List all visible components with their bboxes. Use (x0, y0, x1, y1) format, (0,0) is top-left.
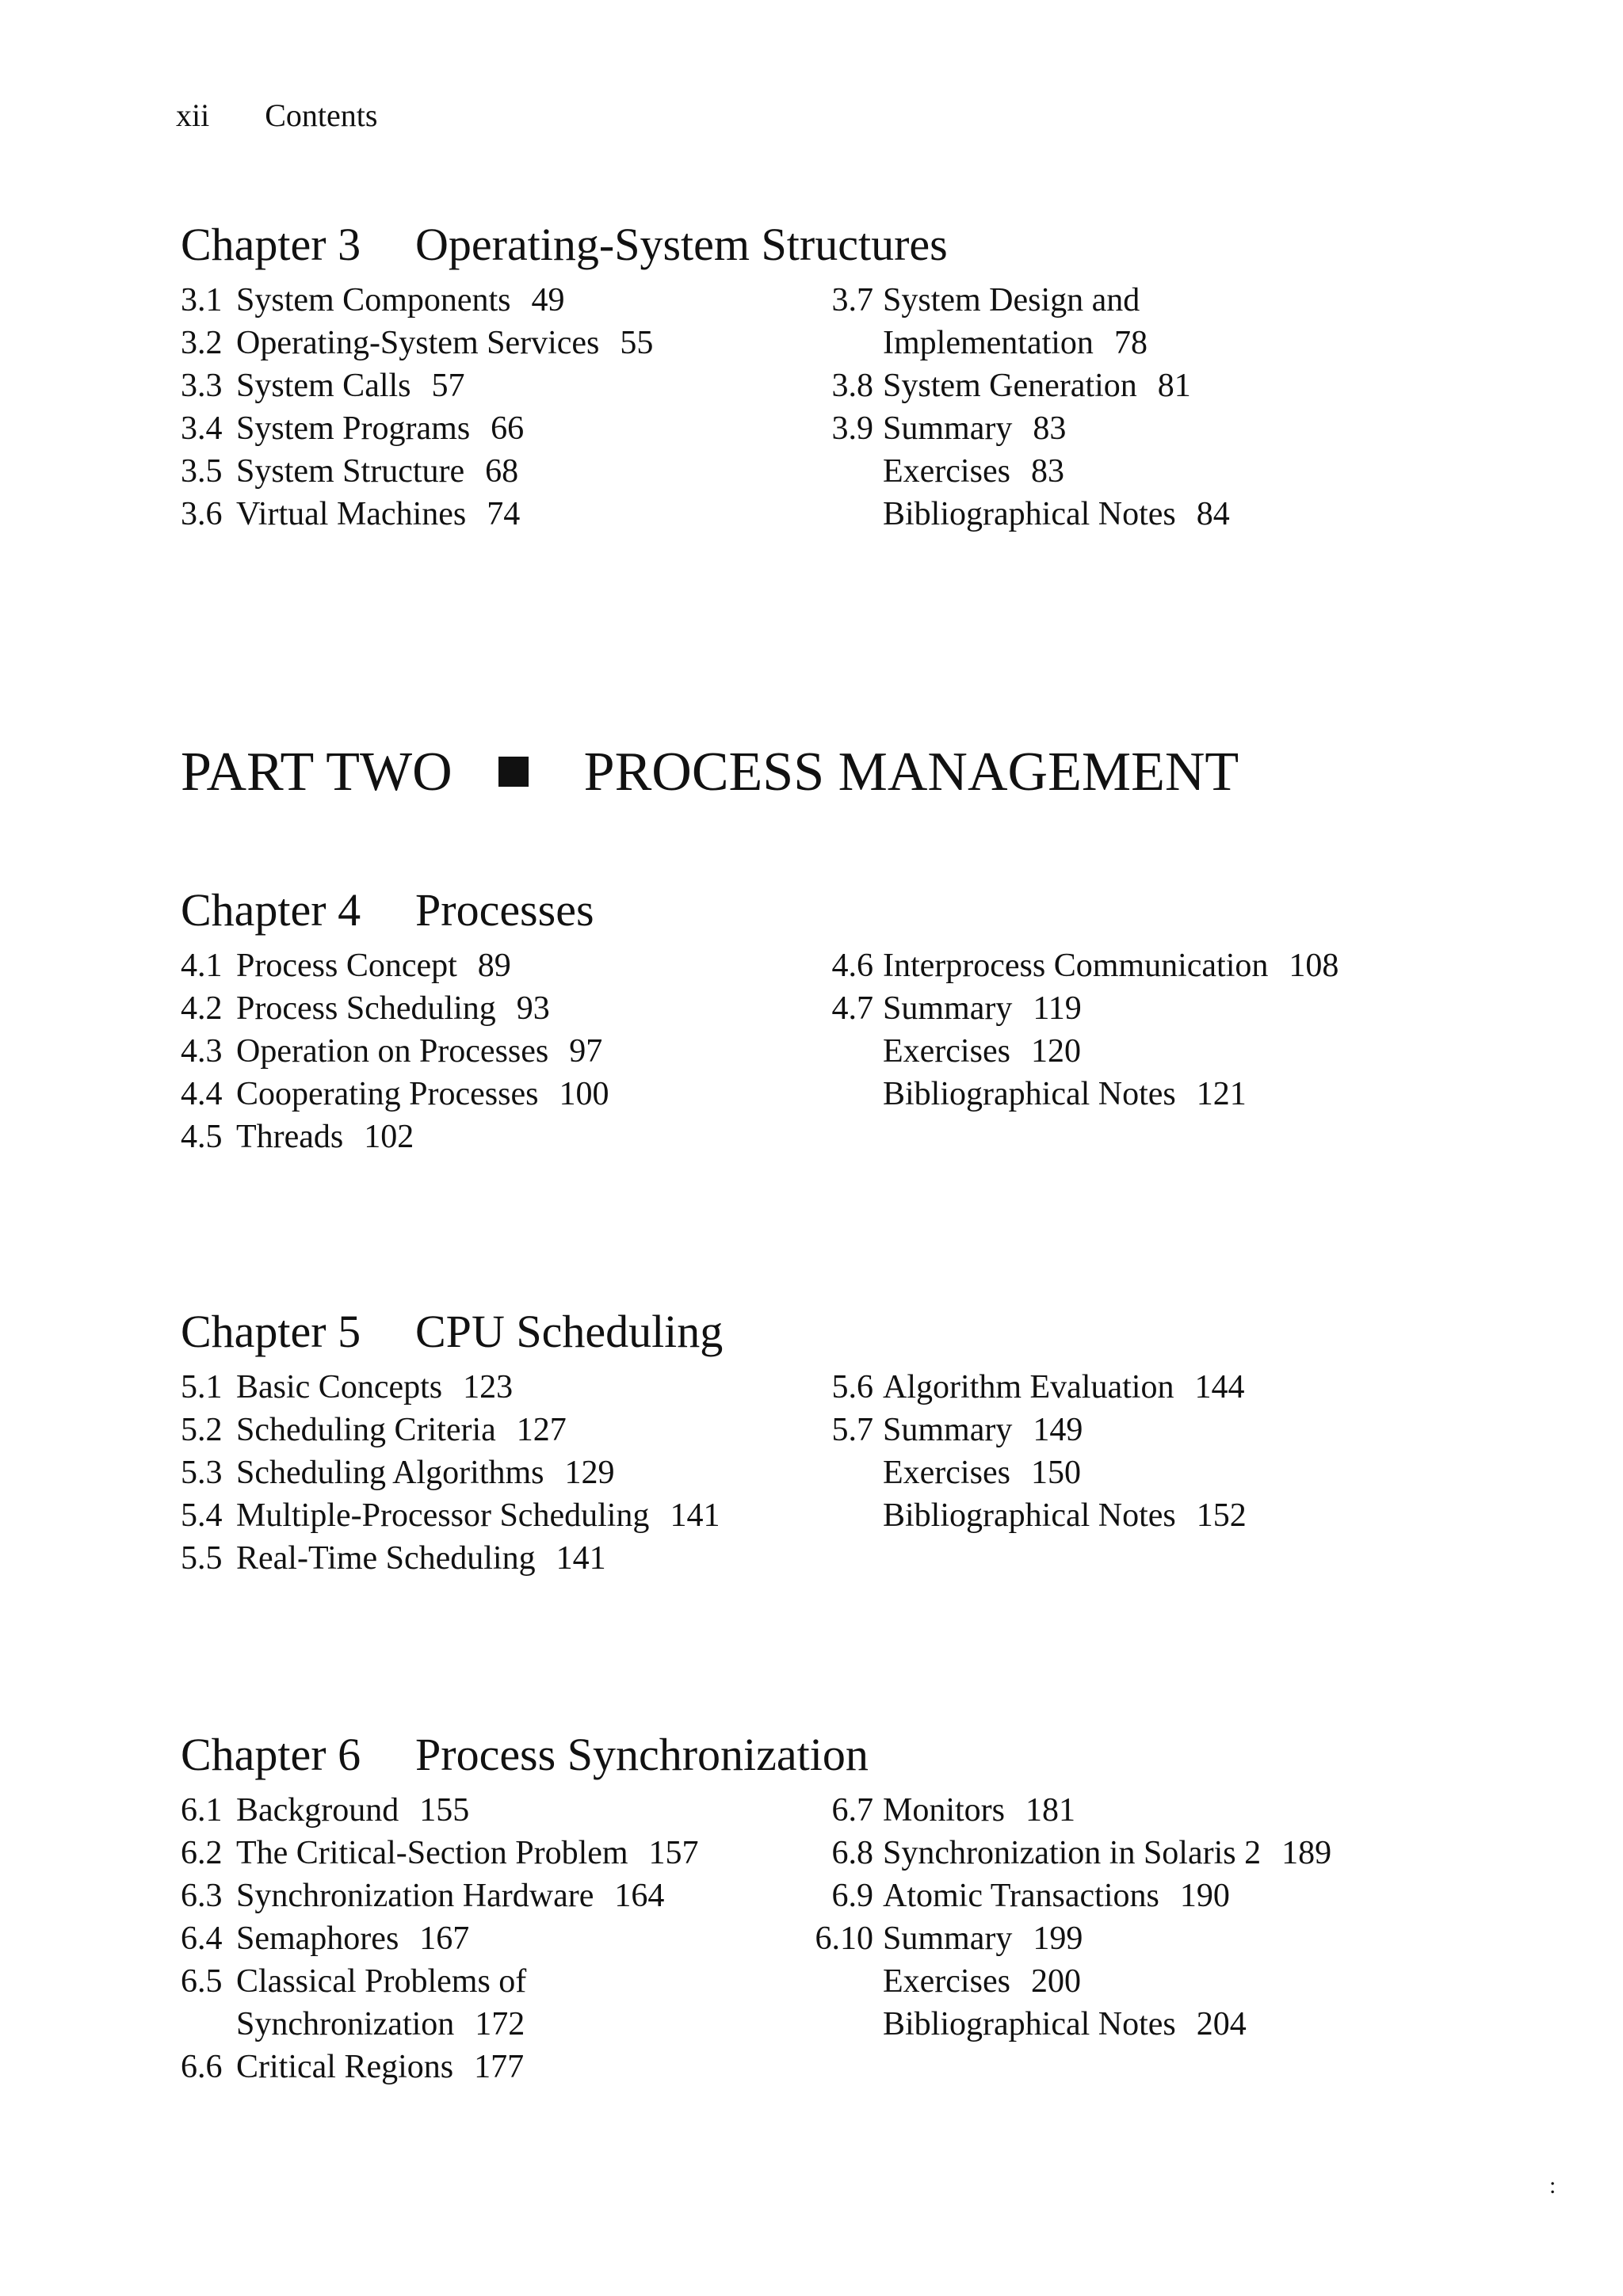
page-ref: 189 (1281, 1835, 1332, 1871)
toc-column-right (823, 279, 1230, 536)
section-title: Multiple-Processor Scheduling (236, 1497, 650, 1534)
section-number: 6.6 (181, 2049, 223, 2085)
section-number: 5.3 (181, 1455, 223, 1491)
toc-entry (815, 1917, 1331, 1960)
page-ref: 49 (531, 282, 565, 318)
chapter-5 (181, 1302, 1528, 1577)
page-ref: 127 (516, 1412, 567, 1448)
section-number: 3.4 (181, 410, 223, 447)
toc-entry (181, 493, 653, 536)
toc-entry (883, 322, 1230, 364)
page-ref: 121 (1196, 1076, 1247, 1112)
section-title: Scheduling Criteria (236, 1412, 496, 1448)
section-number: 5.2 (181, 1412, 223, 1448)
section-number: 3.3 (181, 368, 223, 404)
section-title: System Components (236, 282, 511, 318)
corner-mark: : (1549, 2172, 1556, 2199)
toc-entry (181, 1073, 609, 1116)
toc-entry (831, 1875, 1331, 1917)
section-title: Synchronization (236, 2006, 455, 2042)
chapter-number: Chapter 5 (181, 1306, 361, 1357)
square-bullet-icon (498, 757, 529, 787)
chapter-title (181, 881, 1528, 940)
section-number: 4.2 (181, 990, 223, 1027)
toc-entry (181, 1409, 720, 1451)
section-title: Scheduling Algorithms (236, 1455, 544, 1491)
toc-column-right (823, 944, 1338, 1116)
chapter-title (181, 215, 1528, 274)
section-title: Semaphores (236, 1920, 399, 1957)
section-title: Real-Time Scheduling (236, 1540, 536, 1577)
chapter-number: Chapter 3 (181, 219, 361, 270)
section-title: System Programs (236, 410, 471, 447)
toc-entry (831, 944, 1339, 987)
section-number: 4.7 (831, 990, 873, 1027)
toc-entry (181, 2046, 699, 2088)
section-number: 3.8 (831, 368, 873, 404)
chapter-number: Chapter 4 (181, 884, 361, 936)
section-number: 5.1 (181, 1369, 223, 1405)
section-number: 5.5 (181, 1540, 223, 1577)
toc-entry (883, 2003, 1331, 2046)
section-title: Interprocess Communication (883, 948, 1269, 984)
toc-entry (831, 1832, 1332, 1875)
chapter-name: Process Synchronization (415, 1729, 869, 1780)
toc-entry (181, 1875, 699, 1917)
page-ref: 74 (487, 496, 521, 532)
running-head (176, 97, 377, 134)
page-ref: 190 (1179, 1878, 1230, 1914)
running-head-title: Contents (265, 97, 378, 133)
page-ref: 157 (648, 1835, 699, 1871)
toc-column-left (181, 279, 653, 536)
page-ref: 97 (569, 1033, 603, 1070)
page-ref: 81 (1157, 368, 1191, 404)
toc-entry (181, 1917, 699, 1960)
section-title: System Structure (236, 453, 465, 490)
toc-entry (181, 1960, 699, 2003)
toc-entry (181, 2003, 699, 2046)
toc-entry (831, 987, 1338, 1030)
section-number: 3.5 (181, 453, 223, 490)
toc-entry (883, 1030, 1338, 1073)
section-title: Synchronization Hardware (236, 1878, 594, 1914)
toc-entry (181, 944, 609, 987)
section-title: Classical Problems of (236, 1963, 527, 2000)
page-ref: 84 (1196, 496, 1230, 532)
toc-entry (181, 1537, 720, 1580)
section-title: Cooperating Processes (236, 1076, 539, 1112)
page-ref: 141 (670, 1497, 720, 1534)
chapter-number: Chapter 6 (181, 1729, 361, 1780)
section-number: 3.2 (181, 325, 223, 361)
chapter-name: Processes (415, 884, 594, 936)
section-title: The Critical-Section Problem (236, 1835, 628, 1871)
section-title: Critical Regions (236, 2049, 454, 2085)
section-number: 5.4 (181, 1497, 223, 1534)
toc-entry (883, 1960, 1331, 2003)
toc-entry (181, 364, 653, 407)
toc-entry (831, 1409, 1247, 1451)
page-ref: 155 (419, 1792, 470, 1829)
section-number: 6.1 (181, 1792, 223, 1829)
toc-column-left (181, 1366, 720, 1580)
toc-entry (883, 450, 1230, 493)
toc-column-left (181, 1789, 699, 2088)
toc-entry (883, 1494, 1247, 1537)
toc-entry (831, 1366, 1247, 1409)
section-number: 4.1 (181, 948, 223, 984)
section-title: Atomic Transactions (883, 1878, 1159, 1914)
page-ref: 204 (1196, 2006, 1247, 2042)
section-title: Basic Concepts (236, 1369, 443, 1405)
page-ref: 68 (485, 453, 519, 490)
toc-entry (883, 1073, 1338, 1116)
section-title: Monitors (883, 1792, 1006, 1829)
section-number: 6.2 (181, 1835, 223, 1871)
section-number: 6.5 (181, 1963, 223, 2000)
section-title: Exercises (883, 1455, 1010, 1491)
section-title: Summary (883, 990, 1013, 1027)
page-ref: 172 (475, 2006, 525, 2042)
page-ref: 108 (1289, 948, 1339, 984)
page-ref: 149 (1033, 1412, 1083, 1448)
toc-entry (831, 279, 1230, 322)
chapter-title (181, 1726, 1528, 1784)
page-ref: 119 (1033, 990, 1082, 1027)
toc-entry (883, 493, 1230, 536)
page-ref: 167 (419, 1920, 470, 1957)
page-ref: 177 (474, 2049, 525, 2085)
page-ref: 129 (564, 1455, 615, 1491)
section-number: 6.9 (831, 1878, 873, 1914)
chapter-6 (181, 1726, 1528, 2085)
page-ref: 102 (364, 1119, 414, 1155)
page-ref: 152 (1196, 1497, 1247, 1534)
section-number: 6.7 (831, 1792, 873, 1829)
section-title: Exercises (883, 1963, 1010, 2000)
section-title: Threads (236, 1119, 344, 1155)
chapter-3 (181, 215, 1528, 532)
toc-entry (181, 1366, 720, 1409)
chapter-title (181, 1302, 1528, 1361)
toc-column-right (823, 1366, 1247, 1537)
section-title: Summary (883, 1920, 1013, 1957)
section-title: Exercises (883, 453, 1010, 490)
page-ref: 78 (1113, 325, 1148, 361)
page-ref: 164 (614, 1878, 665, 1914)
toc-entry (181, 1451, 720, 1494)
page-ref: 200 (1030, 1963, 1081, 2000)
section-title: Bibliographical Notes (883, 2006, 1176, 2042)
section-number: 4.6 (831, 948, 873, 984)
part-label: PART TWO (181, 742, 453, 803)
page-ref: 100 (559, 1076, 609, 1112)
section-number: 6.4 (181, 1920, 223, 1957)
section-title: Summary (883, 410, 1013, 447)
section-title: Synchronization in Solaris 2 (883, 1835, 1262, 1871)
page-ref: 120 (1030, 1033, 1081, 1070)
toc-entry (181, 1494, 720, 1537)
section-title: Background (236, 1792, 399, 1829)
page-ref: 57 (431, 368, 465, 404)
section-title: Operating-System Services (236, 325, 600, 361)
section-title: Bibliographical Notes (883, 1497, 1176, 1534)
page-ref: 93 (516, 990, 550, 1027)
section-number: 4.3 (181, 1033, 223, 1070)
toc-column-left (181, 944, 609, 1158)
section-number: 6.10 (815, 1920, 873, 1957)
toc-entry (181, 1030, 609, 1073)
section-title: Exercises (883, 1033, 1010, 1070)
section-number: 6.3 (181, 1878, 223, 1914)
toc-column-right (815, 1789, 1332, 2046)
section-number: 3.1 (181, 282, 223, 318)
page-ref: 144 (1194, 1369, 1245, 1405)
section-title: Process Scheduling (236, 990, 496, 1027)
page-ref: 123 (463, 1369, 514, 1405)
section-number: 3.9 (831, 410, 873, 447)
section-number: 3.7 (831, 282, 873, 318)
chapter-4 (181, 881, 1528, 1155)
toc-entry (883, 1451, 1247, 1494)
page-ref: 150 (1030, 1455, 1081, 1491)
section-title: Implementation (883, 325, 1094, 361)
section-number: 3.6 (181, 496, 223, 532)
page-ref: 55 (620, 325, 654, 361)
section-title: System Calls (236, 368, 411, 404)
section-number: 4.4 (181, 1076, 223, 1112)
page-number: xii (176, 97, 210, 133)
page-ref: 83 (1030, 453, 1064, 490)
toc-entry (181, 1116, 609, 1158)
page-ref: 181 (1025, 1792, 1076, 1829)
page-ref: 141 (556, 1540, 606, 1577)
toc-entry (181, 1789, 699, 1832)
page-ref: 89 (477, 948, 511, 984)
toc-entry (181, 322, 653, 364)
toc-entry (181, 1832, 699, 1875)
section-title: Process Concept (236, 948, 457, 984)
section-title: Bibliographical Notes (883, 496, 1176, 532)
chapter-name: Operating-System Structures (415, 219, 948, 270)
toc-entry (181, 279, 653, 322)
page-ref: 199 (1033, 1920, 1083, 1957)
section-title: Operation on Processes (236, 1033, 549, 1070)
section-title: Algorithm Evaluation (883, 1369, 1174, 1405)
section-number: 4.5 (181, 1119, 223, 1155)
section-title: Bibliographical Notes (883, 1076, 1176, 1112)
part-title: PROCESS MANAGEMENT (583, 742, 1239, 803)
toc-entry (831, 1789, 1331, 1832)
toc-entry (181, 987, 609, 1030)
toc-entry (831, 407, 1230, 450)
section-title: Virtual Machines (236, 496, 467, 532)
toc-entry (181, 450, 653, 493)
part-heading (181, 737, 1239, 808)
toc-entry (831, 364, 1230, 407)
chapter-name: CPU Scheduling (415, 1306, 724, 1357)
section-number: 5.7 (831, 1412, 873, 1448)
section-number: 6.8 (831, 1835, 873, 1871)
page-ref: 83 (1033, 410, 1067, 447)
page-ref: 66 (491, 410, 525, 447)
section-number: 5.6 (831, 1369, 873, 1405)
section-title: System Design and (883, 282, 1140, 318)
section-title: System Generation (883, 368, 1137, 404)
section-title: Summary (883, 1412, 1013, 1448)
toc-entry (181, 407, 653, 450)
